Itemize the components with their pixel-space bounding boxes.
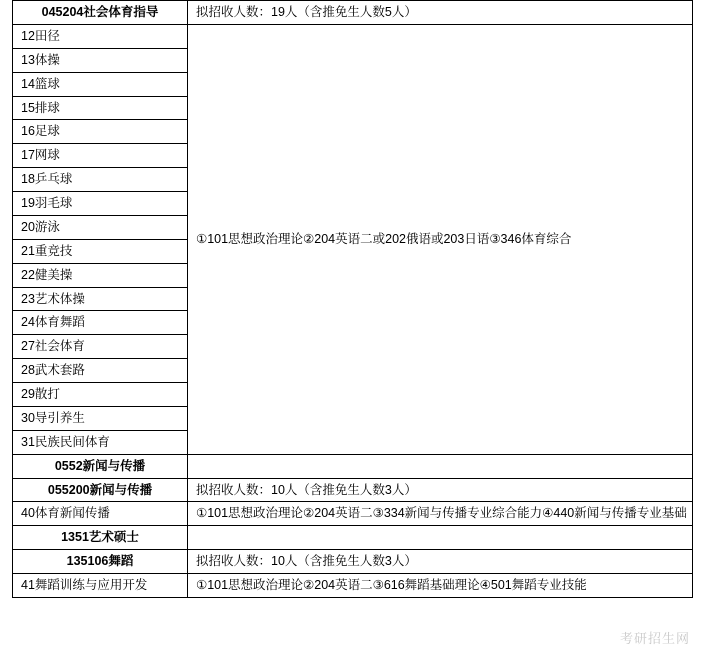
direction-cell: 31民族民间体育 <box>13 430 188 454</box>
direction-cell: 41舞蹈训练与应用开发 <box>13 574 188 598</box>
direction-cell: 19羽毛球 <box>13 192 188 216</box>
direction-cell: 17网球 <box>13 144 188 168</box>
category-code-cell: 0552新闻与传播 <box>13 454 188 478</box>
direction-cell: 22健美操 <box>13 263 188 287</box>
exam-subjects-cell: ①101思想政治理论②204英语二③334新闻与传播专业综合能力④440新闻与传播专业基础 <box>188 502 693 526</box>
direction-cell: 13体操 <box>13 48 188 72</box>
direction-cell: 23艺术体操 <box>13 287 188 311</box>
category-code-cell: 1351艺术硕士 <box>13 526 188 550</box>
direction-cell: 29散打 <box>13 383 188 407</box>
table-row <box>13 478 693 502</box>
category-empty-cell <box>188 454 693 478</box>
table-row <box>13 550 693 574</box>
table-body <box>13 1 693 598</box>
enrollment-plan-cell: 拟招收人数：10人（含推免生人数3人） <box>188 478 693 502</box>
table-row <box>13 502 693 526</box>
major-code-cell: 055200新闻与传播 <box>13 478 188 502</box>
direction-cell: 40体育新闻传播 <box>13 502 188 526</box>
table-row <box>13 574 693 598</box>
admissions-table <box>12 0 693 598</box>
direction-cell: 30导引养生 <box>13 406 188 430</box>
enrollment-plan-cell: 拟招收人数：10人（含推免生人数3人） <box>188 550 693 574</box>
category-empty-cell <box>188 526 693 550</box>
table-row <box>13 526 693 550</box>
exam-subjects-cell: ①101思想政治理论②204英语二③616舞蹈基础理论④501舞蹈专业技能 <box>188 574 693 598</box>
direction-cell: 14篮球 <box>13 72 188 96</box>
direction-cell: 28武术套路 <box>13 359 188 383</box>
enrollment-plan-cell: 拟招收人数：19人（含推免生人数5人） <box>188 1 693 25</box>
direction-cell: 12田径 <box>13 24 188 48</box>
direction-cell: 24体育舞蹈 <box>13 311 188 335</box>
direction-cell: 18乒乓球 <box>13 168 188 192</box>
table-row <box>13 1 693 25</box>
table-row <box>13 24 693 48</box>
direction-cell: 21重竞技 <box>13 239 188 263</box>
direction-cell: 16足球 <box>13 120 188 144</box>
watermark: 考研招生网 <box>619 631 690 646</box>
exam-subjects-cell: ①101思想政治理论②204英语二或202俄语或203日语③346体育综合 <box>188 24 693 454</box>
direction-cell: 27社会体育 <box>13 335 188 359</box>
major-code-cell: 135106舞蹈 <box>13 550 188 574</box>
direction-cell: 15排球 <box>13 96 188 120</box>
major-code-cell: 045204社会体育指导 <box>13 1 188 25</box>
table-row <box>13 454 693 478</box>
direction-cell: 20游泳 <box>13 215 188 239</box>
